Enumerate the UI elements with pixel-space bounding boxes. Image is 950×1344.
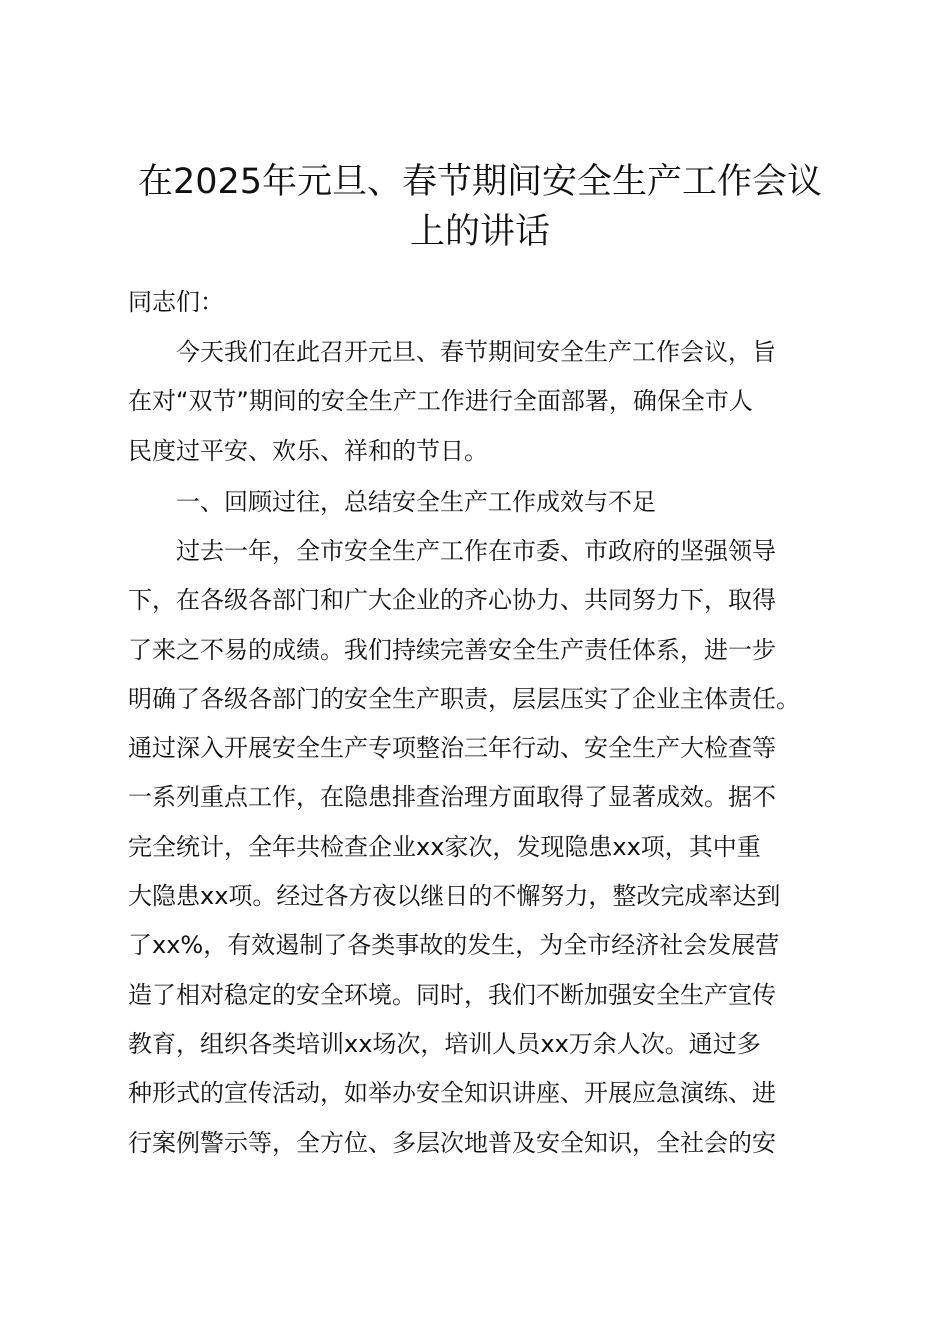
intro-line: 今天我们在此召开元旦、春节期间安全生产工作会议，旨 <box>176 338 776 366</box>
body-paragraph <box>128 527 868 1168</box>
paragraph-line: 通过深入开展安全生产专项整治三年行动、安全生产大检查等 <box>128 734 776 763</box>
document-title-line-1: 在2025年元旦、春节期间安全生产工作会议 <box>137 162 823 202</box>
intro-line: 民度过平安、欢乐、祥和的节日。 <box>128 436 488 465</box>
paragraph-line: 了来之不易的成绩。我们持续完善安全生产责任体系，进一步 <box>128 635 776 664</box>
document-title-line-2: 上的讲话 <box>409 212 550 252</box>
paragraph-line: 一系列重点工作，在隐患排查治理方面取得了显著成效。据不 <box>128 783 776 812</box>
section-heading: 一、回顾过往，总结安全生产工作成效与不足 <box>176 488 656 516</box>
paragraph-line: 教育，组织各类培训xx场次，培训人员xx万余人次。通过多 <box>128 1029 761 1058</box>
salutation: 同志们： <box>128 288 224 316</box>
paragraph-line: 过去一年，全市安全生产工作在市委、市政府的坚强领导 <box>176 537 776 565</box>
paragraph-line: 完全统计，全年共检查企业xx家次，发现隐患xx项，其中重 <box>128 832 761 861</box>
paragraph-line: 大隐患xx项。经过各方夜以继日的不懈努力，整改完成率达到 <box>128 882 781 911</box>
paragraph-line: 种形式的宣传活动，如举办安全知识讲座、开展应急演练、进 <box>128 1079 776 1108</box>
paragraph-line: 行案例警示等，全方位、多层次地普及安全知识，全社会的安 <box>128 1128 776 1157</box>
paragraph-line: 造了相对稳定的安全环境。同时，我们不断加强安全生产宣传 <box>128 980 776 1009</box>
paragraph-line: 明确了各级各部门的安全生产职责，层层压实了企业主体责任。 <box>128 684 800 713</box>
intro-line: 在对“双节”期间的安全生产工作进行全面部署，确保全市人 <box>128 387 753 416</box>
paragraph-line: 下，在各级各部门和广大企业的齐心协力、共同努力下，取得 <box>128 586 776 615</box>
paragraph-line: 了xx%，有效遏制了各类事故的发生，为全市经济社会发展营 <box>128 931 780 960</box>
intro-paragraph <box>128 328 868 476</box>
